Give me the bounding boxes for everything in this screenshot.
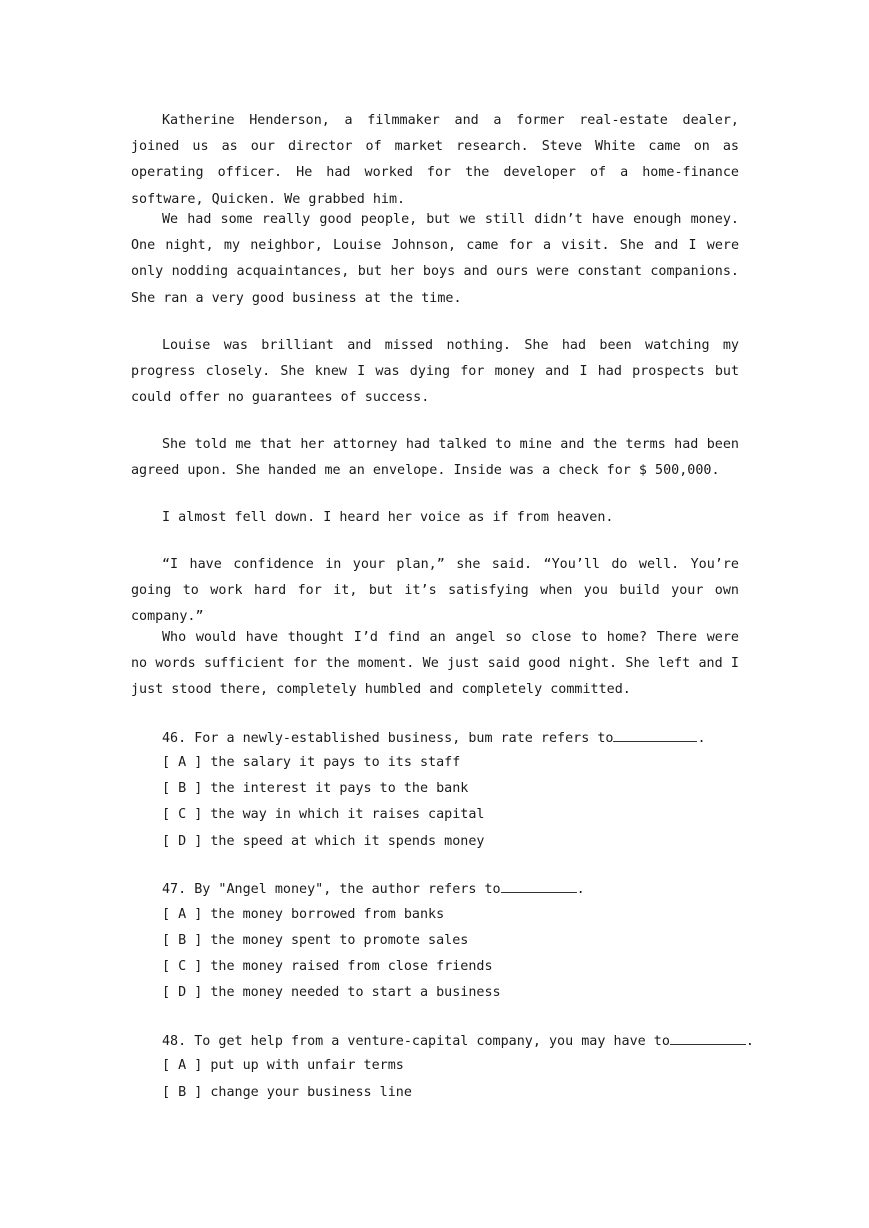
passage-paragraph-3: Louise was brilliant and missed nothing. She had been watching my progress closely. She knew I was dying for money and I had prospects but could offer no guarantees of success. — [131, 338, 739, 406]
question-46-end: . — [697, 731, 706, 746]
question-47-option-c: [ C ] the money raised from close friends — [162, 959, 493, 974]
question-46-option-a: [ A ] the salary it pays to its staff — [162, 755, 461, 770]
answer-blank — [501, 878, 577, 893]
question-47-end: . — [576, 882, 585, 897]
question-47-option-a: [ A ] the money borrowed from banks — [162, 907, 445, 922]
question-46-stem: 46. For a newly-established business, bum rate refers to — [162, 731, 614, 746]
answer-blank — [670, 1030, 746, 1045]
passage-paragraph-2: We had some really good people, but we still didn’t have enough money. One night, my neighbor, Louise Johnson, came for a visit. She and I were only nodding acquaintances, but her boys and ours were constant companions. She ran a very good business at the time. — [131, 212, 739, 306]
passage-paragraph-1: Katherine Henderson, a filmmaker and a former real-estate dealer, joined us as our director of market research. Steve White came on as operating officer. He had worked for the developer of a home-finance software, Quicken. We grabbed him. — [131, 113, 739, 207]
answer-blank — [613, 727, 697, 742]
question-47 — [162, 878, 585, 900]
passage-paragraph-4: She told me that her attorney had talked to mine and the terms had been agreed upon. She handed me an envelope. Inside was a check for $ 500,000. — [131, 437, 739, 479]
question-48-option-b: [ B ] change your business line — [162, 1085, 412, 1100]
question-47-stem: 47. By "Angel money", the author refers to — [162, 882, 501, 897]
question-46 — [162, 727, 706, 749]
question-46-option-c: [ C ] the way in which it raises capital — [162, 807, 485, 822]
passage-paragraph-5: I almost fell down. I heard her voice as if from heaven. — [162, 510, 614, 525]
question-47-option-d: [ D ] the money needed to start a business — [162, 985, 501, 1000]
question-46-option-b: [ B ] the interest it pays to the bank — [162, 781, 469, 796]
question-48 — [162, 1030, 754, 1052]
question-47-option-b: [ B ] the money spent to promote sales — [162, 933, 469, 948]
question-48-option-a: [ A ] put up with unfair terms — [162, 1058, 404, 1073]
question-48-end: . — [745, 1034, 754, 1049]
question-48-stem: 48. To get help from a venture-capital company, you may have to — [162, 1034, 670, 1049]
passage-paragraph-7: Who would have thought I’d find an angel so close to home? There were no words sufficient for the moment. We just said good night. She left and I just stood there, completely humbled and completely committed. — [131, 630, 739, 698]
question-46-option-d: [ D ] the speed at which it spends money — [162, 834, 485, 849]
passage-paragraph-6: “I have confidence in your plan,” she said. “You’ll do well. You’re going to work hard for it, but it’s satisfying when you build your own company.” — [131, 557, 739, 625]
